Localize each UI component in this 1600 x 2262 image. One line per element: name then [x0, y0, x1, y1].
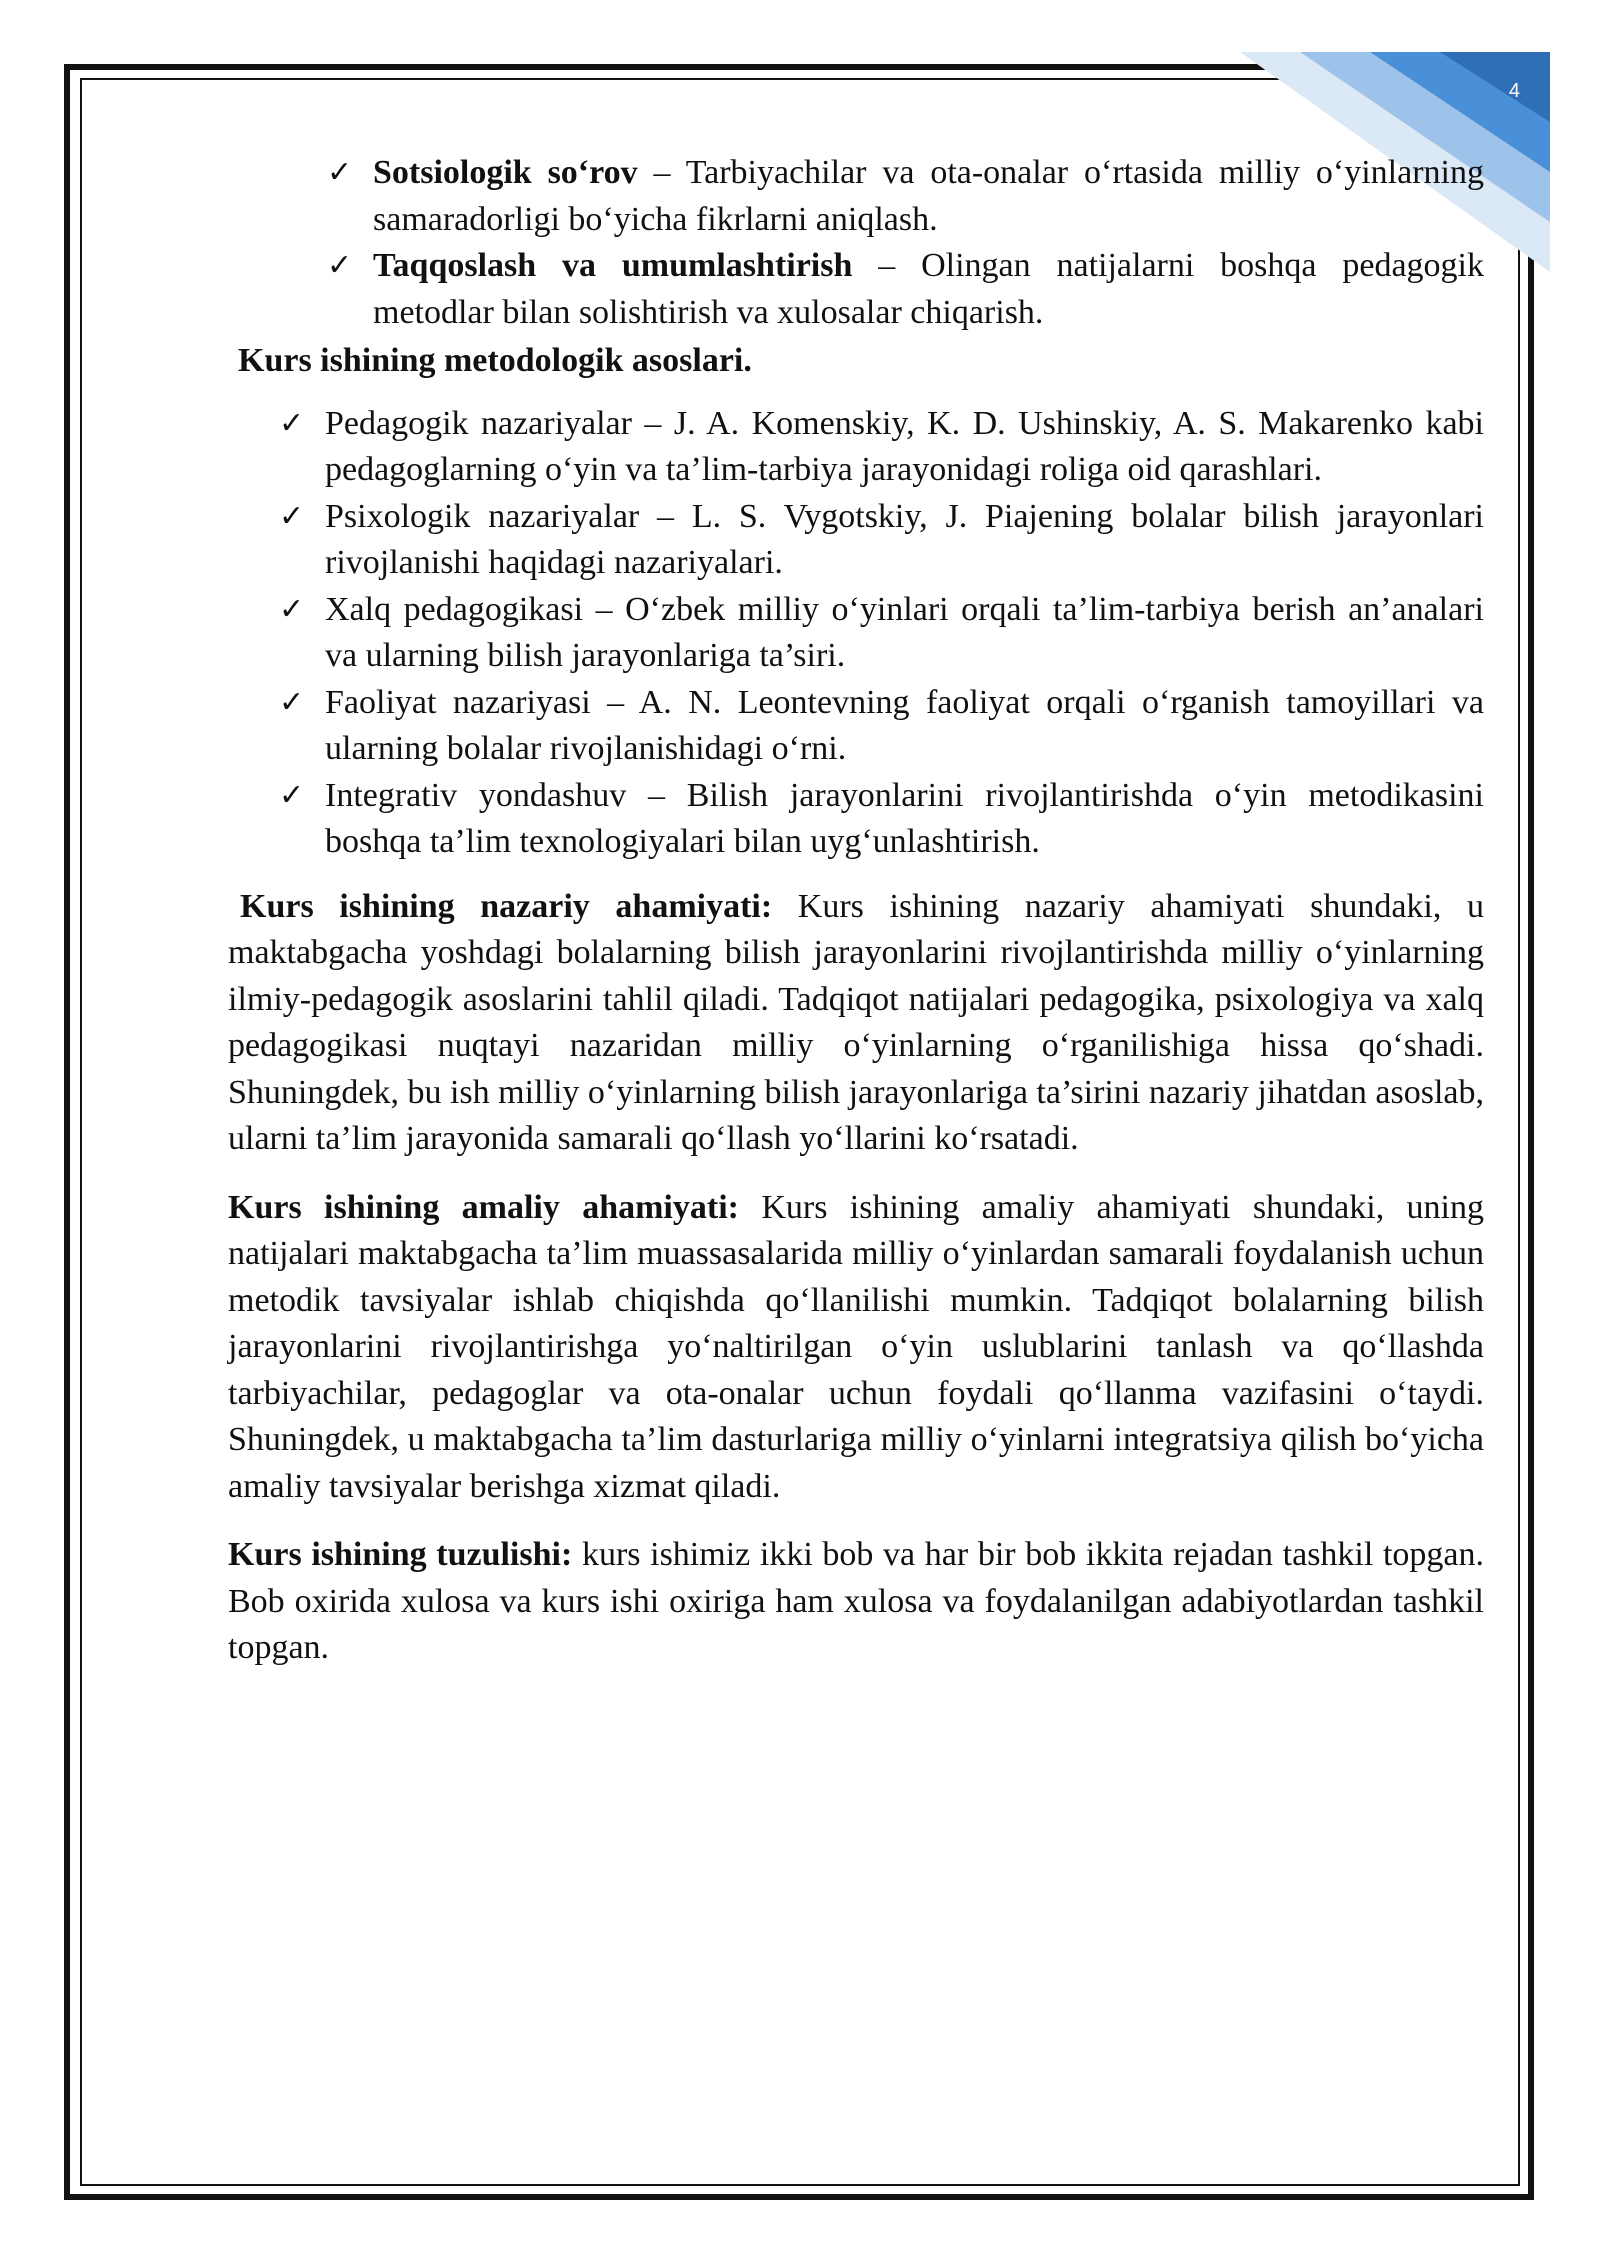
list-item-text: – Olingan natijalarni boshqa pedagogik metodlar bilan solishtirish va xulosalar chiqarish. — [373, 247, 1484, 331]
list-item — [327, 150, 1484, 243]
checkmark-icon: ✓ — [279, 405, 305, 441]
checkmark-icon: ✓ — [279, 684, 305, 720]
list-item-text: – Tarbiyachilar va ota-onalar o‘rtasida milliy o‘yinlarning samaradorligi bo‘yicha fikrlarni aniqlash. — [373, 154, 1484, 238]
theoretical-significance-paragraph — [228, 884, 1484, 1163]
paragraph-heading: Kurs ishining tuzulishi: — [228, 1536, 573, 1573]
checkmark-icon: ✓ — [279, 498, 305, 534]
checkmark-icon: ✓ — [279, 591, 305, 627]
list-item-term: Sotsiologik so‘rov — [373, 154, 638, 191]
paragraph-text: Kurs ishining nazariy ahamiyati shundaki, u maktabgacha yoshdagi bolalarning bilish jarayonlarini rivojlantirishda milliy o‘yinlarning ilmiy-pedagogik asoslarini tahlil qiladi. Tadqiqot natijalari pedagogika, psixologiya va xalq pedagogikasi nuqtayi nazaridan milliy o‘yinlarning o‘rganilishiga hissa qo‘shadi. Shuningdek, bu ish milliy o‘yinlarning bilish jarayonlariga ta’sirini nazariy jihatdan asoslab, ularni ta’lim jarayonida samarali qo‘llash yo‘llarini ko‘rsatadi. — [228, 887, 1484, 1157]
page-content — [228, 150, 1484, 1694]
paragraph-heading: Kurs ishining nazariy ahamiyati: — [240, 887, 773, 925]
paragraph-heading: Kurs ishining amaliy ahamiyati: — [228, 1188, 739, 1226]
page-number: 4 — [1508, 80, 1520, 102]
structure-paragraph — [228, 1532, 1484, 1672]
list-item-text: Faoliyat nazariyasi – A. N. Leontevning faoliyat orqali o‘rganish tamoyillari va ularning bolalar rivojlanishidagi o‘rni. — [325, 683, 1484, 767]
paragraph-text: kurs ishimiz ikki bob va har bir bob ikkita rejadan tashkil topgan. Bob oxirida xulosa va kurs ishi oxiriga ham xulosa va foydalanilgan adabiyotlardan tashkil topgan. — [228, 1536, 1484, 1666]
list-item — [279, 773, 1484, 866]
list-item — [327, 243, 1484, 336]
list-item — [279, 401, 1484, 494]
list-item-text: Psixologik nazariyalar – L. S. Vygotskiy, J. Piajening bolalar bilish jarayonlari rivojlanishi haqidagi nazariyalari. — [325, 497, 1484, 581]
list-item-text: Pedagogik nazariyalar – J. A. Komenskiy, K. D. Ushinskiy, A. S. Makarenko kabi pedagoglarning o‘yin va ta’lim-tarbiya jarayonidagi roliga oid qarashlari. — [325, 404, 1484, 488]
list-item — [279, 494, 1484, 587]
paragraph-text: Kurs ishining amaliy ahamiyati shundaki, uning natijalari maktabgacha ta’lim muassasalarida milliy o‘yinlardan samarali foydalanish uchun metodik tavsiyalar ishlab chiqishda qo‘llanilishi mumkin. Tadqiqot bolalarning bilish jarayonlarini rivojlantirishga yo‘naltirilgan o‘yin uslublarini tanlash va qo‘llashda tarbiyachilar, pedagoglar va ota-onalar uchun foydali qo‘llanma vazifasini o‘taydi. Shuningdek, u maktabgacha ta’lim dasturlariga milliy o‘yinlarni integratsiya qilish bo‘yicha amaliy tavsiyalar berishga xizmat qiladi. — [228, 1188, 1484, 1505]
list-item — [279, 680, 1484, 773]
research-methods-list — [327, 150, 1484, 336]
list-item — [279, 587, 1484, 680]
section-heading: Kurs ishining metodologik asoslari. — [238, 342, 752, 379]
list-item-text: Integrativ yondashuv – Bilish jarayonlarini rivojlantirishda o‘yin metodikasini boshqa ta’lim texnologiyalari bilan uyg‘unlashtirish. — [325, 776, 1484, 860]
list-item-term: Taqqoslash va umumlashtirish — [373, 247, 853, 284]
list-item-text: Xalq pedagogikasi – O‘zbek milliy o‘yinlari orqali ta’lim-tarbiya berish an’analari va ularning bilish jarayonlariga ta’siri. — [325, 590, 1484, 674]
checkmark-icon: ✓ — [327, 248, 353, 283]
practical-significance-paragraph — [228, 1185, 1484, 1511]
checkmark-icon: ✓ — [327, 155, 353, 190]
checkmark-icon: ✓ — [279, 777, 305, 813]
methodology-list — [279, 401, 1484, 866]
